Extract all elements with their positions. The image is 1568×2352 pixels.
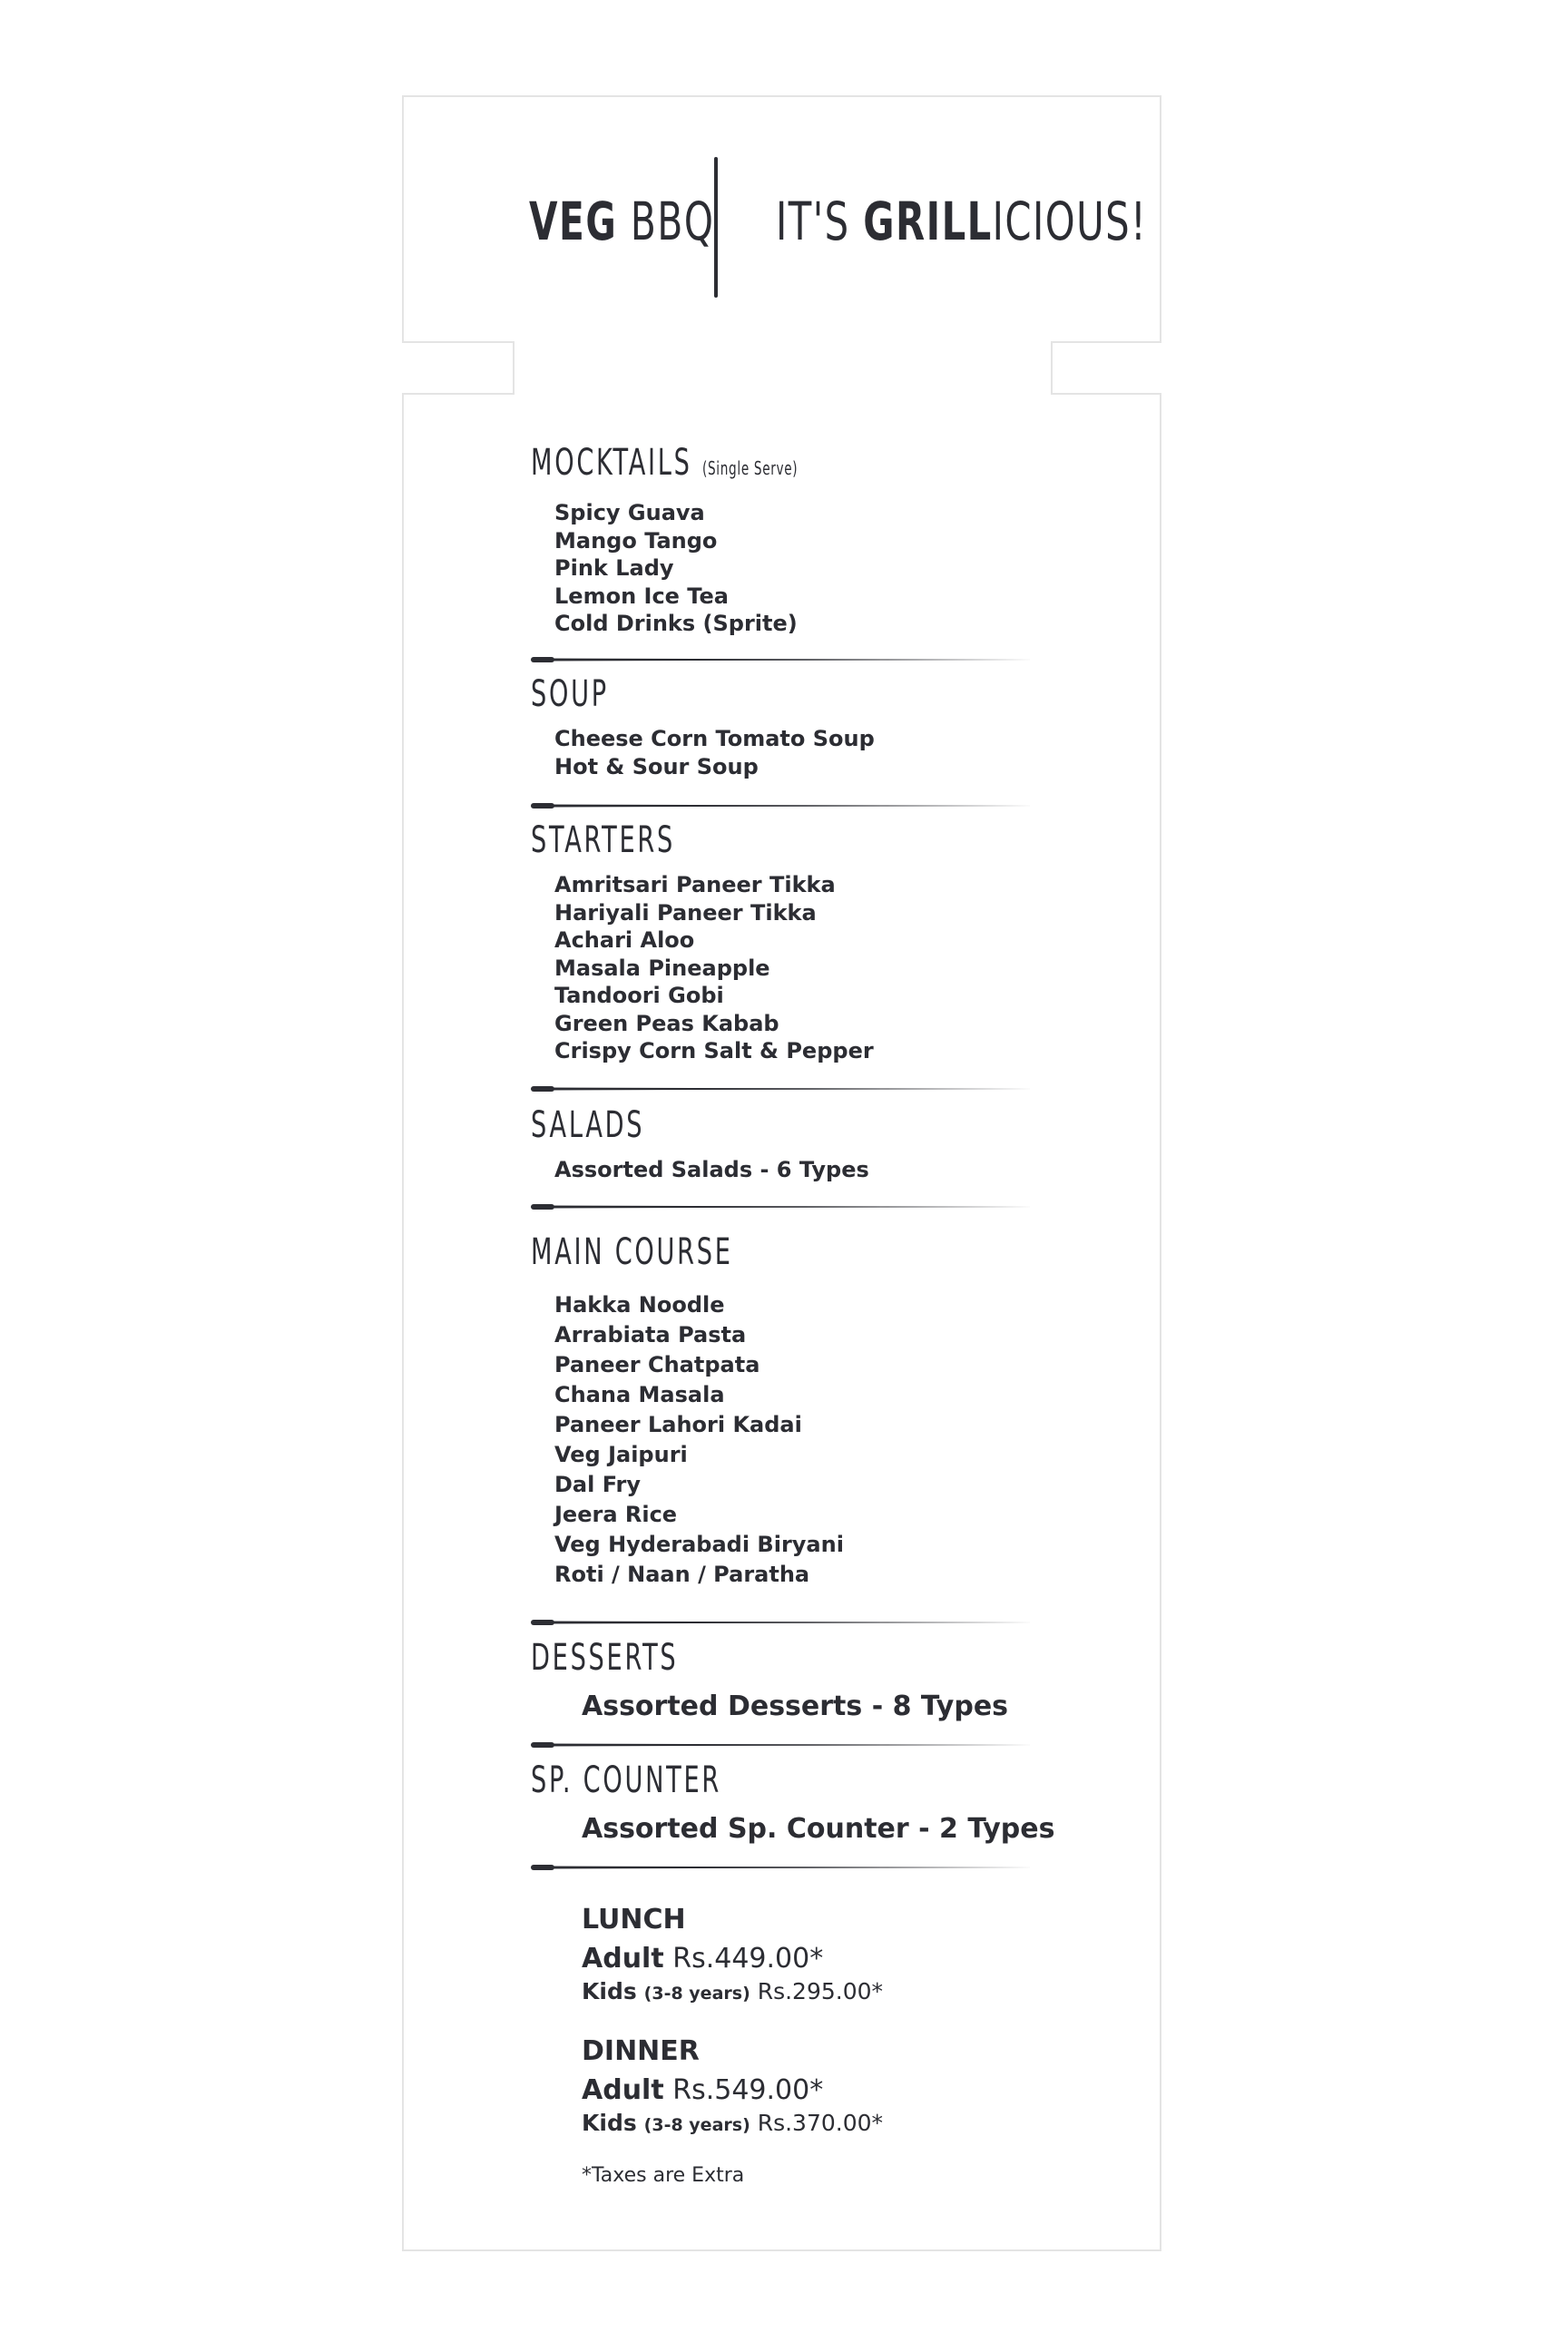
sp-counter-item: Assorted Sp. Counter - 2 Types xyxy=(582,1813,1055,1845)
section-soup xyxy=(531,672,1039,780)
section-title: SOUP xyxy=(531,673,609,715)
brand-bold: VEG xyxy=(529,191,618,252)
kids-age: (3-8 years) xyxy=(643,1984,750,2004)
section-desserts xyxy=(531,1636,1039,1722)
list-item: Lemon Ice Tea xyxy=(554,583,729,609)
list-item: Hariyali Paneer Tikka xyxy=(554,899,817,926)
adult-label: Adult xyxy=(582,1943,664,1975)
list-item: Veg Jaipuri xyxy=(554,1442,688,1467)
card-notch-edge xyxy=(1051,341,1053,395)
skewer-divider xyxy=(531,1084,1034,1093)
item-list xyxy=(554,871,1039,1065)
card-notch-edge xyxy=(402,393,514,395)
tagline xyxy=(776,191,1147,252)
brand-title xyxy=(529,191,714,252)
pricing-lunch xyxy=(582,1904,883,2004)
item-list xyxy=(554,1290,1039,1590)
kids-age: (3-8 years) xyxy=(643,2115,750,2135)
card-notch-edge xyxy=(402,341,514,343)
section-title: SALADS xyxy=(531,1104,645,1146)
pricing-dinner xyxy=(582,2035,883,2136)
section-title-text: MOCKTAILS xyxy=(531,442,692,484)
section-title: MAIN COURSE xyxy=(531,1231,733,1273)
adult-price: Rs.449.00* xyxy=(672,1943,824,1975)
taxes-note: *Taxes are Extra xyxy=(582,2164,745,2187)
list-item: Jeera Rice xyxy=(554,1502,678,1527)
item-list xyxy=(554,1156,1039,1184)
list-item: Crispy Corn Salt & Pepper xyxy=(554,1038,874,1063)
section-salads xyxy=(531,1103,1039,1184)
list-item: Hakka Noodle xyxy=(554,1292,725,1318)
kids-price: Rs.370.00* xyxy=(757,2110,884,2136)
skewer-divider xyxy=(531,1740,1034,1749)
kids-label: Kids xyxy=(582,2110,637,2136)
meal-label: LUNCH xyxy=(582,1904,686,1936)
tagline-pre: IT'S xyxy=(776,191,864,252)
section-title: SP. COUNTER xyxy=(531,1759,722,1801)
kids-price-row xyxy=(582,1978,883,2004)
section-title: DESSERTS xyxy=(531,1637,679,1679)
list-item: Green Peas Kabab xyxy=(554,1010,779,1036)
list-item: Dal Fry xyxy=(554,1472,642,1497)
list-item: Cheese Corn Tomato Soup xyxy=(554,726,875,751)
list-item: Mango Tango xyxy=(554,527,718,554)
meal-label: DINNER xyxy=(582,2035,700,2067)
card-notch-edge xyxy=(1051,341,1161,343)
skewer-divider xyxy=(531,1202,1034,1211)
section-title: STARTERS xyxy=(531,819,676,861)
section-mocktails xyxy=(531,441,1039,638)
list-item: Amritsari Paneer Tikka xyxy=(554,872,836,897)
list-item: Hot & Sour Soup xyxy=(554,753,759,779)
list-item: Spicy Guava xyxy=(554,500,705,525)
card-notch-edge xyxy=(1051,393,1161,395)
adult-price-row xyxy=(582,1943,883,1975)
list-item: Tandoori Gobi xyxy=(554,983,724,1008)
skewer-divider xyxy=(531,801,1034,810)
list-item: Roti / Naan / Paratha xyxy=(554,1562,810,1587)
list-item: Masala Pineapple xyxy=(554,955,770,981)
list-item: Achari Aloo xyxy=(554,927,695,953)
menu-header xyxy=(402,95,1161,341)
adult-price-row xyxy=(582,2074,883,2106)
brand-light: BBQ xyxy=(630,191,715,252)
kids-price: Rs.295.00* xyxy=(757,1978,884,2004)
item-list xyxy=(554,725,1039,780)
list-item: Paneer Lahori Kadai xyxy=(554,1412,802,1437)
list-item: Pink Lady xyxy=(554,555,674,581)
section-title-note: (Single Serve) xyxy=(701,457,799,479)
kids-label: Kids xyxy=(582,1978,637,2004)
list-item: Veg Hyderabadi Biryani xyxy=(554,1532,844,1557)
skewer-divider xyxy=(531,1863,1034,1872)
list-item: Chana Masala xyxy=(554,1382,725,1407)
section-title xyxy=(531,441,877,490)
list-item: Arrabiata Pasta xyxy=(554,1322,747,1348)
section-starters xyxy=(531,818,1039,1065)
adult-label: Adult xyxy=(582,2074,664,2106)
list-item: Cold Drinks (Sprite) xyxy=(554,611,798,636)
kids-price-row xyxy=(582,2110,883,2136)
dessert-item: Assorted Desserts - 8 Types xyxy=(582,1690,1009,1722)
list-item: Assorted Salads - 6 Types xyxy=(554,1157,869,1182)
section-main-course xyxy=(531,1230,1039,1590)
skewer-divider xyxy=(531,1618,1034,1627)
section-sp-counter xyxy=(531,1759,1055,1845)
skewer-divider xyxy=(531,655,1034,664)
list-item: Paneer Chatpata xyxy=(554,1352,760,1377)
tagline-bold: GRILL xyxy=(863,191,993,252)
adult-price: Rs.549.00* xyxy=(672,2074,824,2106)
item-list xyxy=(554,499,1039,638)
header-divider xyxy=(714,157,718,298)
card-notch-edge xyxy=(513,341,514,395)
tagline-post: ICIOUS! xyxy=(992,191,1148,252)
